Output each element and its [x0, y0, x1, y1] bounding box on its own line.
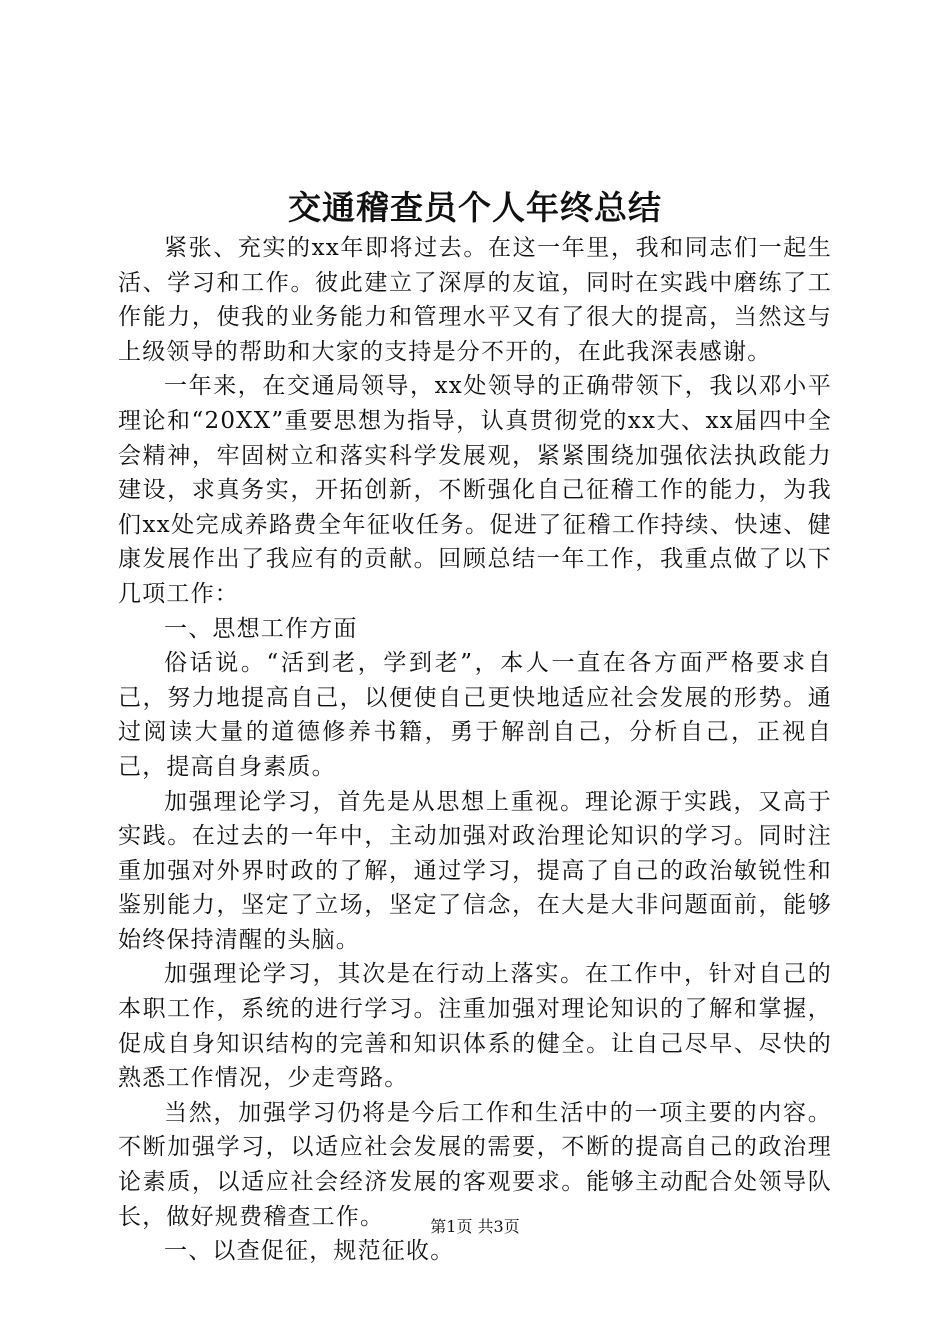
- document-title: 交通稽查员个人年终总结: [288, 188, 662, 227]
- section-heading-ideology: 一、思想工作方面: [164, 615, 358, 642]
- document-body: [118, 231, 832, 1269]
- paragraph-theory-thought: 加强理论学习，首先是从思想上重视。理论源于实践，又高于实践。在过去的一年中，主动加强对政治理论知识的学习。同时注重加强对外界时政的了解，通过学习，提高了自己的政治敏锐性和鉴别能力，坚定了立场，坚定了信念，在大是大非问题面前，能够始终保持清醒的头脑。: [118, 788, 832, 953]
- section-heading-inspection: 一、以查促征，规范征收。: [164, 1238, 455, 1265]
- paragraph-theory-action: 加强理论学习，其次是在行动上落实。在工作中，针对自己的本职工作，系统的进行学习。注重加强对理论知识的了解和掌握，促成自身知识结构的完善和知识体系的健全。让自己尽早、尽快的熟悉工作情况，少走弯路。: [118, 961, 832, 1092]
- paragraph-intro: 紧张、充实的xx年即将过去。在这一年里，我和同志们一起生活、学习和工作。彼此建立了深厚的友谊，同时在实践中磨练了工作能力，使我的业务能力和管理水平又有了很大的提高，当然这与上级领导的帮助和大家的支持是分不开的，在此我深表感谢。: [118, 235, 832, 365]
- paragraph-continued-study: 当然，加强学习仍将是今后工作和生活中的一项主要的内容。不断加强学习，以适应社会发展的需要，不断的提高自己的政治理论素质，以适应社会经济发展的客观要求。能够主动配合处领导队长，做好规费稽查工作。: [118, 1099, 832, 1230]
- page-footer: 第1页 共3页: [430, 1217, 520, 1236]
- paragraph-self-discipline: 俗话说。“活到老，学到老”，本人一直在各方面严格要求自己，努力地提高自己，以便使自己更快地适应社会发展的形势。通过阅读大量的道德修养书籍，勇于解剖自己，分析自己，正视自己，提高自身素质。: [118, 650, 832, 780]
- paragraph-overview: 一年来，在交通局领导，xx处领导的正确带领下，我以邓小平理论和“20XX”重要思想为指导，认真贯彻党的xx大、xx届四中全会精神，牢固树立和落实科学发展观，紧紧围绕加强依法执政能力建设，求真务实，开拓创新，不断强化自己征稽工作的能力，为我们xx处完成养路费全年征收任务。促进了征稽工作持续、快速、健康发展作出了我应有的贡献。回顾总结一年工作，我重点做了以下几项工作：: [118, 373, 832, 607]
